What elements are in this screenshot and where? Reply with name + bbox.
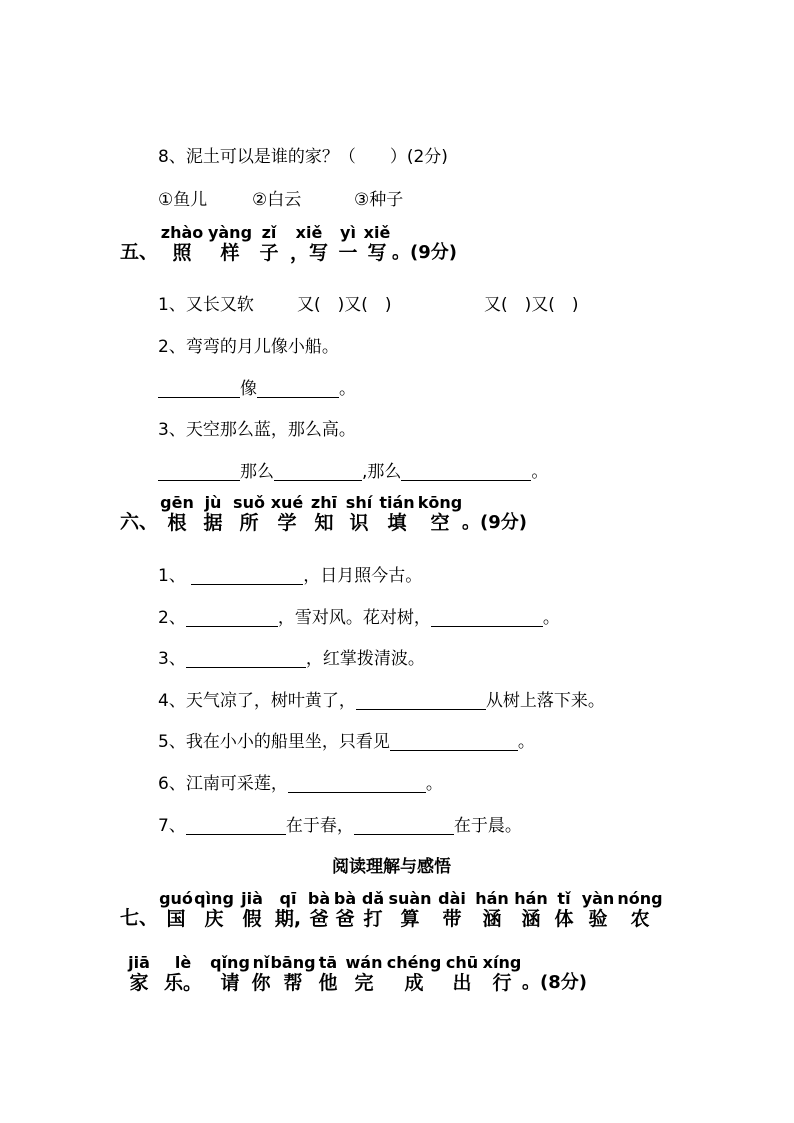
s6-item-4: 4、天气凉了，树叶黄了， 从树上落下来。 [158,691,605,711]
s5-item-3-answer: 那么 ,那么 。 [158,457,548,482]
ruby-char: yì 一 [338,223,358,264]
answer-blank[interactable] [390,732,518,751]
s6-item-1: 1、 ，日月照今古。 [158,566,423,586]
reading-section-title: 阅读理解与感悟 [332,857,451,877]
ruby-char: qī 期, [274,889,302,930]
ruby-char: jù 据 [203,493,223,534]
answer-blank[interactable] [356,691,486,710]
q8-option-3: ③种子 [354,190,404,210]
ruby-char: guó 国 [159,889,193,930]
ruby-char: bāng 帮 [270,953,316,994]
ruby-char: yàn 验 [581,889,615,930]
section-5-ruby-heading [158,224,457,264]
s6-item-3: 3、 ，红掌拨清波。 [158,649,425,669]
s5-item-1-label: 1、又长又软 [158,295,254,315]
s6-item-6: 6、江南可采莲， 。 [158,774,443,794]
ruby-char: chéng 成 [386,953,442,994]
ruby-char: shí 识 [345,493,373,534]
ruby-char: xíng 行 [482,953,522,994]
answer-blank[interactable] [354,816,454,835]
ruby-char: dǎ 打 [361,889,385,930]
answer-blank[interactable] [401,462,531,481]
ruby-char: kōng 空 [417,493,463,534]
answer-blank[interactable] [186,816,286,835]
s6-item-5: 5、我在小小的船里坐，只看见 。 [158,732,535,752]
ruby-char: yàng 样 [207,223,253,264]
q8-option-2: ②白云 [252,190,302,210]
answer-blank[interactable] [191,566,303,585]
answer-blank[interactable] [288,774,426,793]
ruby-char: wán 完 [345,953,383,994]
ruby-char: zǐ 子 [259,223,279,264]
ruby-char: tǐ 体 [554,889,574,930]
section-7-number: 七、 [120,907,159,929]
s6-item-7: 7、 在于春， 在于晨。 [158,816,522,836]
section-7-score: 。(8分) [522,972,587,993]
ruby-char: lè 乐。 [163,953,202,994]
ruby-char: zhī 知 [310,493,338,534]
ruby-char: gēn 根 [160,493,194,534]
ruby-char: hán 涵 [475,889,509,930]
section-5-number: 五、 [120,241,159,263]
section-6-score: 。(9分) [462,512,527,533]
ruby-char: chū 出 [445,953,479,994]
s5-item-2-answer: 像 。 [158,374,356,399]
section-6-number: 六、 [120,511,159,533]
ruby-char: suǒ 所 [233,493,265,534]
ruby-char: bà 爸 [333,889,357,930]
answer-blank[interactable] [158,462,240,481]
q8-option-1: ①鱼儿 [158,190,208,210]
section-7-ruby-line-2 [122,954,587,994]
ruby-char: tā 他 [318,953,338,994]
section-7-ruby-line-1 [158,890,662,930]
ruby-char: xiě ，写 [289,223,328,264]
ruby-char: bà 爸 [307,889,331,930]
ruby-char: xiě 写 [363,223,391,264]
question-8: 8、泥土可以是谁的家？（ ）(2分) [158,147,448,167]
s5-item-2: 2、弯弯的月儿像小船。 [158,337,339,357]
s5-item-3: 3、天空那么蓝，那么高。 [158,420,356,440]
answer-blank[interactable] [431,608,543,627]
answer-blank[interactable] [186,608,278,627]
answer-blank[interactable] [158,379,240,398]
ruby-char: xué 学 [270,493,304,534]
s5-item-1-fill-a: 又( )又( ) [297,295,392,315]
ruby-char: nóng 农 [617,889,663,930]
ruby-char: suàn 算 [388,889,432,930]
ruby-char: qǐng 请 [210,953,250,994]
ruby-char: tián 填 [379,493,415,534]
ruby-char: jià 假 [241,889,263,930]
ruby-char: qìng 庆 [194,889,234,930]
ruby-char: dài 带 [438,889,466,930]
answer-blank[interactable] [257,379,339,398]
ruby-char: hán 涵 [514,889,548,930]
ruby-char: zhào 照 [160,223,204,264]
section-6-ruby-heading [158,494,527,534]
s6-item-2: 2、 ，雪对风。花对树， 。 [158,608,560,628]
answer-blank[interactable] [186,649,306,668]
answer-blank[interactable] [274,462,362,481]
ruby-char: nǐ 你 [251,953,271,994]
section-5-score: 。(9分) [392,242,457,263]
s5-item-1-fill-b: 又( )又( ) [484,295,579,315]
ruby-char: jiā 家 [128,953,150,994]
